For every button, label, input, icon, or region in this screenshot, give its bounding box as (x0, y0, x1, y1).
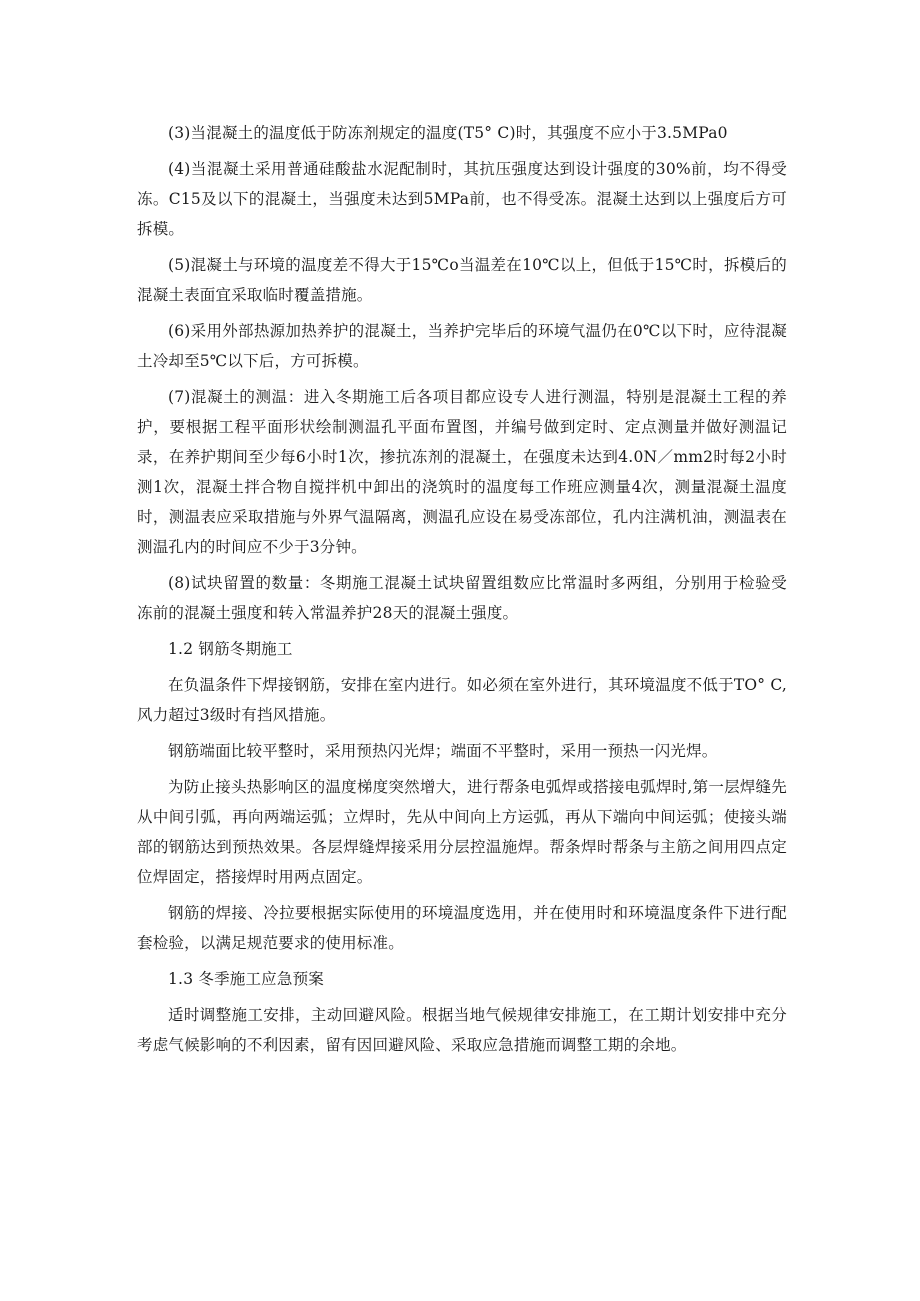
paragraph-cold-drawing: 钢筋的焊接、冷拉要根据实际使用的环境温度选用，并在使用时和环境温度条件下进行配套检验，以满足规范要求的使用标准。 (137, 904, 787, 952)
paragraph-5-temperature-difference: (5)混凝土与环境的温度差不得大于15℃o当温差在10℃以上，但低于15℃时，拆模后的混凝土表面宜采取临时覆盖措施。 (137, 256, 787, 304)
paragraph-7-temperature-measurement: (7)混凝土的测温：进入冬期施工后各项目都应设专人进行测温，特别是混凝土工程的养护，要根据工程平面形状绘制测温孔平面布置图，并编号做到定时、定点测量并做好测温记录，在养护期间至少每6小时1次，掺抗冻剂的混凝土，在强度未达到4.0N／mm2时每2小时测1次，混凝土拌合物自搅拌机中卸出的浇筑时的温度每工作班应测量4次，测量混凝土温度时，测温表应采取措施与外界气温隔离，测温孔应设在易受冻部位，孔内注满机油，测温表在测温孔内的时间应不少于3分钟。 (137, 388, 787, 556)
paragraph-3-antifreeze-strength: (3)当混凝土的温度低于防冻剂规定的温度(T5° C)时，其强度不应小于3.5MPa0 (168, 124, 728, 142)
paragraph-6-external-heat: (6)采用外部热源加热养护的混凝土，当养护完毕后的环境气温仍在0℃以下时，应待混凝土冷却至5℃以下后，方可拆模。 (137, 322, 787, 370)
paragraph-8-test-blocks: (8)试块留置的数量：冬期施工混凝土试块留置组数应比常温时多两组，分别用于检验受冻前的混凝土强度和转入常温养护28天的混凝土强度。 (137, 574, 787, 622)
paragraph-4-portland-cement: (4)当混凝土采用普通硅酸盐水泥配制时，其抗压强度达到设计强度的30%前，均不得受冻。C15及以下的混凝土，当强度未达到5MPa前，也不得受冻。混凝土达到以上强度后方可拆模。 (137, 160, 787, 238)
section-heading-1-2: 1.2 钢筋冬期施工 (168, 640, 293, 658)
paragraph-flash-welding: 钢筋端面比较平整时，采用预热闪光焊；端面不平整时，采用一预热一闪光焊。 (168, 742, 718, 760)
section-heading-1-3: 1.3 冬季施工应急预案 (168, 970, 324, 988)
paragraph-emergency-plan: 适时调整施工安排，主动回避风险。根据当地气候规律安排施工，在工期计划安排中充分考虑气候影响的不利因素，留有因回避风险、采取应急措施而调整工期的余地。 (137, 1006, 787, 1054)
paragraph-arc-welding: 为防止接头热影响区的温度梯度突然增大，进行帮条电弧焊或搭接电弧焊时,第一层焊缝先从中间引弧，再向两端运弧；立焊时，先从中间向上方运弧，再从下端向中间运弧；使接头端部的钢筋达到预热效果。各层焊缝焊接采用分层控温施焊。帮条焊时帮条与主筋之间用四点定位焊固定，搭接焊时用两点固定。 (137, 778, 787, 886)
document-body (137, 118, 787, 1060)
paragraph-welding-indoor: 在负温条件下焊接钢筋，安排在室内进行。如必须在室外进行，其环境温度不低于TO° C,风力超过3级时有挡风措施。 (137, 676, 787, 724)
